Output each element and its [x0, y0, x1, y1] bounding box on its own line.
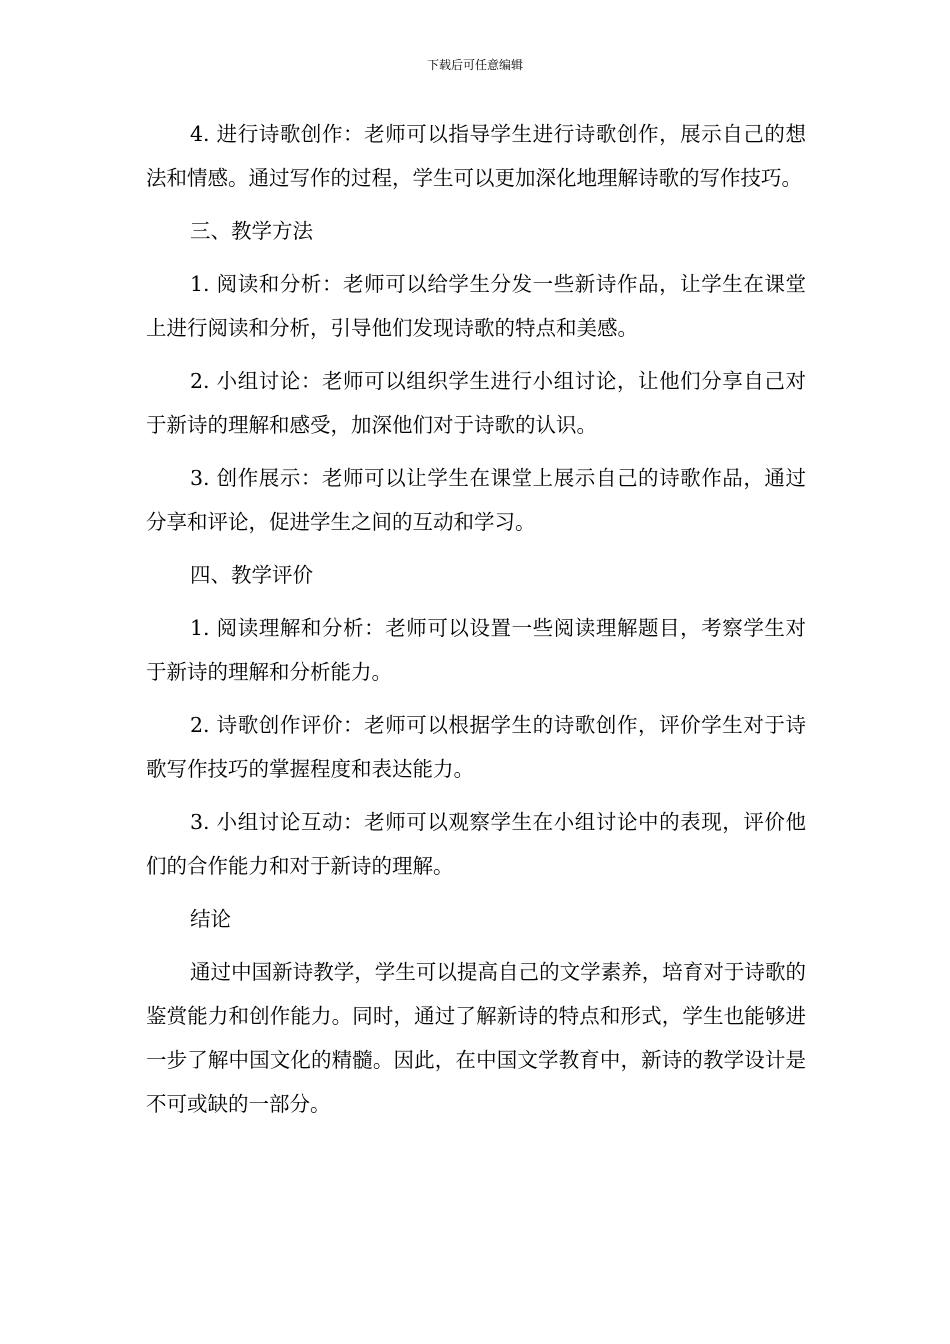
paragraph-group-discussion: 2. 小组讨论：老师可以组织学生进行小组讨论，让他们分享自己对于新诗的理解和感受，加深他们对于诗歌的认识。: [146, 369, 806, 437]
paragraph-creation-showcase: 3. 创作展示：老师可以让学生在课堂上展示自己的诗歌作品，通过分享和评论，促进学生之间的互动和学习。: [146, 466, 806, 534]
section-heading-teaching-methods: 三、教学方法: [190, 219, 313, 243]
paragraph-creation-activity: 4. 进行诗歌创作：老师可以指导学生进行诗歌创作，展示自己的想法和情感。通过写作的过程，学生可以更加深化地理解诗歌的写作技巧。: [146, 122, 806, 190]
paragraph-discussion-evaluation: 3. 小组讨论互动：老师可以观察学生在小组讨论中的表现，评价他们的合作能力和对于新诗的理解。: [146, 810, 806, 878]
header-note: 下载后可任意编辑: [426, 58, 523, 72]
paragraph-reading-comprehension-evaluation: 1. 阅读理解和分析：老师可以设置一些阅读理解题目，考察学生对于新诗的理解和分析能力。: [146, 616, 806, 684]
document-body: [146, 112, 806, 1135]
paragraph-conclusion: 通过中国新诗教学，学生可以提高自己的文学素养，培育对于诗歌的鉴赏能力和创作能力。同时，通过了解新诗的特点和形式，学生也能够进一步了解中国文化的精髓。因此，在中国文学教育中，新诗的教学设计是不可或缺的一部分。: [146, 960, 806, 1116]
paragraph-reading-analysis: 1. 阅读和分析：老师可以给学生分发一些新诗作品，让学生在课堂上进行阅读和分析，引导他们发现诗歌的特点和美感。: [146, 272, 806, 340]
section-heading-conclusion: 结论: [190, 907, 231, 931]
paragraph-creation-evaluation: 2. 诗歌创作评价：老师可以根据学生的诗歌创作，评价学生对于诗歌写作技巧的掌握程度和表达能力。: [146, 713, 806, 781]
section-heading-teaching-evaluation: 四、教学评价: [190, 563, 313, 587]
